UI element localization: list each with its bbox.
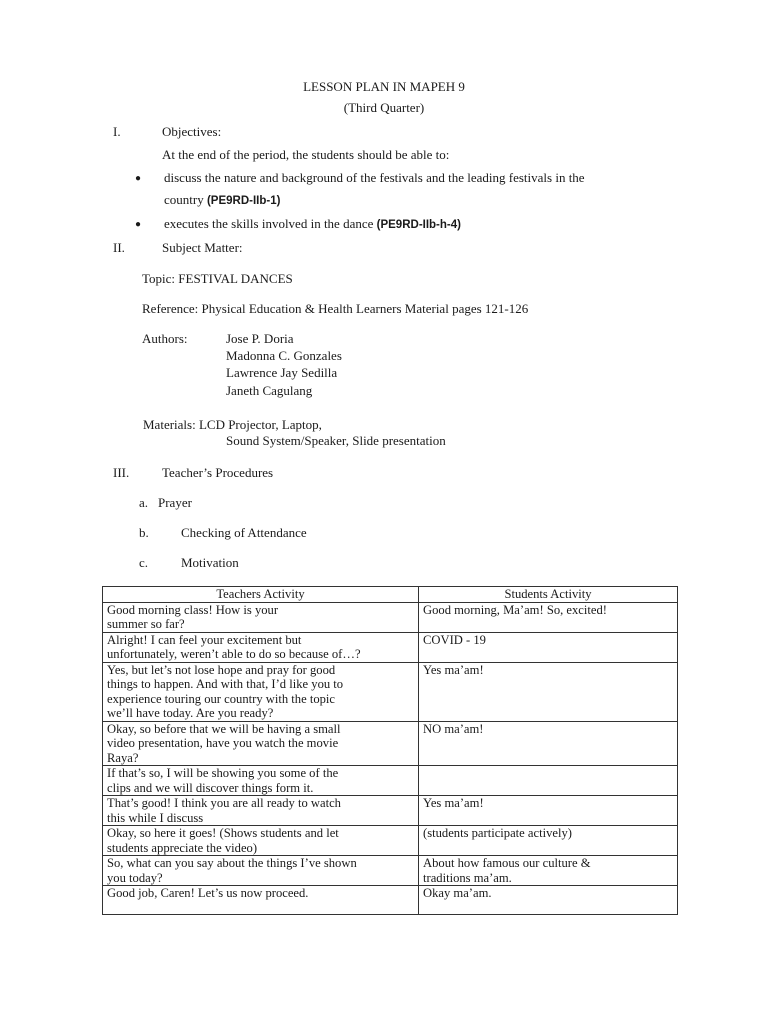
teacher-cell (103, 662, 419, 721)
section-heading-subject: Subject Matter: (162, 240, 243, 255)
cell-line: Good job, Caren! Let’s us now proceed. (107, 886, 309, 900)
cell-line: COVID - 19 (423, 632, 486, 647)
cell-line: So, what can you say about the things I’ve shown (107, 856, 357, 870)
author-name: Jose P. Doria (226, 331, 294, 346)
cell-line: things to happen. And with that, I’d like you to (107, 677, 344, 691)
table-header-row (103, 587, 678, 603)
author-name: Janeth Cagulang (226, 383, 313, 398)
procedure-letter: b. (139, 525, 149, 540)
table-row (103, 662, 678, 721)
student-cell (419, 602, 678, 632)
cell-line: students appreciate the video) (107, 840, 258, 855)
cell-line: Yes ma’am! (423, 662, 484, 677)
cell-line: this while I discuss (107, 810, 204, 825)
cell-line: Alright! I can feel your excitement but (107, 632, 302, 647)
objectives-intro: At the end of the period, the students should be able to: (162, 147, 450, 162)
table-row (103, 826, 678, 856)
cell-line: Yes ma’am! (423, 796, 484, 810)
cell-line: If that’s so, I will be showing you some of the (107, 766, 339, 780)
procedure-letter: c. (139, 555, 149, 570)
cell-line: Raya? (107, 750, 139, 765)
teacher-cell (103, 886, 419, 915)
student-cell (419, 632, 678, 662)
student-cell (419, 826, 678, 856)
section-heading-objectives: Objectives: (162, 124, 222, 139)
teacher-cell (103, 632, 419, 662)
cell-line: Good morning class! How is your (107, 602, 279, 617)
table-row (103, 796, 678, 826)
materials-line-2: Sound System/Speaker, Slide presentation (226, 433, 446, 448)
table-header-teachers: Teachers Activity (103, 587, 419, 603)
objective-item-1-line2 (164, 192, 280, 208)
student-cell (419, 796, 678, 826)
objective-item-2 (164, 216, 461, 232)
cell-line: summer so far? (107, 617, 185, 631)
teacher-cell (103, 721, 419, 766)
cell-line: experience touring our country with the topic (107, 691, 336, 706)
topic-line: Topic: FESTIVAL DANCES (142, 271, 293, 286)
activity-table (102, 586, 678, 915)
objective-item-2-code: (PE9RD-IIb-h-4) (376, 219, 461, 231)
objective-item-1-line1: discuss the nature and background of the festivals and the leading festivals in the (164, 170, 585, 185)
objective-item-2-text: executes the skills involved in the dance (164, 216, 374, 231)
table-row (103, 856, 678, 886)
procedure-step-motivation: Motivation (181, 555, 239, 570)
student-cell (419, 721, 678, 766)
page-subtitle: (Third Quarter) (343, 100, 425, 115)
cell-line: Okay, so here it goes! (Shows students and let (107, 826, 339, 840)
procedure-letter: a. (139, 495, 149, 510)
cell-line: Yes, but let’s not lose hope and pray for good (107, 662, 336, 677)
table-header-students: Students Activity (419, 587, 678, 603)
section-heading-procedures: Teacher’s Procedures (162, 465, 274, 480)
table-row (103, 721, 678, 766)
bullet-icon: ● (135, 219, 142, 230)
section-numeral-procedures: III. (113, 465, 130, 480)
student-cell (419, 886, 678, 915)
author-name: Lawrence Jay Sedilla (226, 365, 338, 380)
cell-line: we’ll have today. Are you ready? (107, 706, 274, 720)
cell-line: Okay, so before that we will be having a small (107, 721, 341, 736)
section-numeral-objectives: I. (113, 124, 121, 139)
cell-line: Okay ma’am. (423, 886, 492, 900)
cell-line: NO ma’am! (423, 721, 484, 736)
table-row (103, 602, 678, 632)
procedure-step-prayer: Prayer (158, 495, 192, 510)
reference-line: Reference: Physical Education & Health Learners Material pages 121-126 (142, 301, 529, 316)
cell-line: That’s good! I think you are all ready to watch (107, 796, 341, 810)
teacher-cell (103, 796, 419, 826)
student-cell (419, 856, 678, 886)
cell-line: (students participate actively) (423, 826, 572, 840)
teacher-cell (103, 602, 419, 632)
page-title: LESSON PLAN IN MAPEH 9 (303, 79, 465, 94)
table-row (103, 766, 678, 796)
bullet-icon: ● (135, 173, 142, 184)
objective-item-1-code: (PE9RD-IIb-1) (206, 195, 281, 207)
student-cell (419, 662, 678, 721)
table-row (103, 632, 678, 662)
cell-line: you today? (107, 870, 163, 885)
cell-line: Good morning, Ma’am! So, excited! (423, 602, 607, 617)
cell-line: unfortunately, weren’t able to do so because of…? (107, 647, 361, 661)
materials-line-1: Materials: LCD Projector, Laptop, (143, 417, 322, 432)
section-numeral-subject: II. (113, 240, 125, 255)
teacher-cell (103, 826, 419, 856)
student-cell (419, 766, 678, 796)
cell-line: video presentation, have you watch the movie (107, 736, 339, 750)
teacher-cell (103, 766, 419, 796)
procedure-step-attendance: Checking of Attendance (181, 525, 307, 540)
cell-line: traditions ma’am. (423, 870, 512, 885)
objective-item-1-text: country (164, 192, 204, 207)
author-name: Madonna C. Gonzales (226, 348, 342, 363)
teacher-cell (103, 856, 419, 886)
cell-line (423, 766, 673, 781)
table-row (103, 886, 678, 915)
cell-line: About how famous our culture & (423, 856, 591, 870)
authors-label: Authors: (142, 331, 188, 346)
cell-line: clips and we will discover things form it. (107, 780, 314, 795)
